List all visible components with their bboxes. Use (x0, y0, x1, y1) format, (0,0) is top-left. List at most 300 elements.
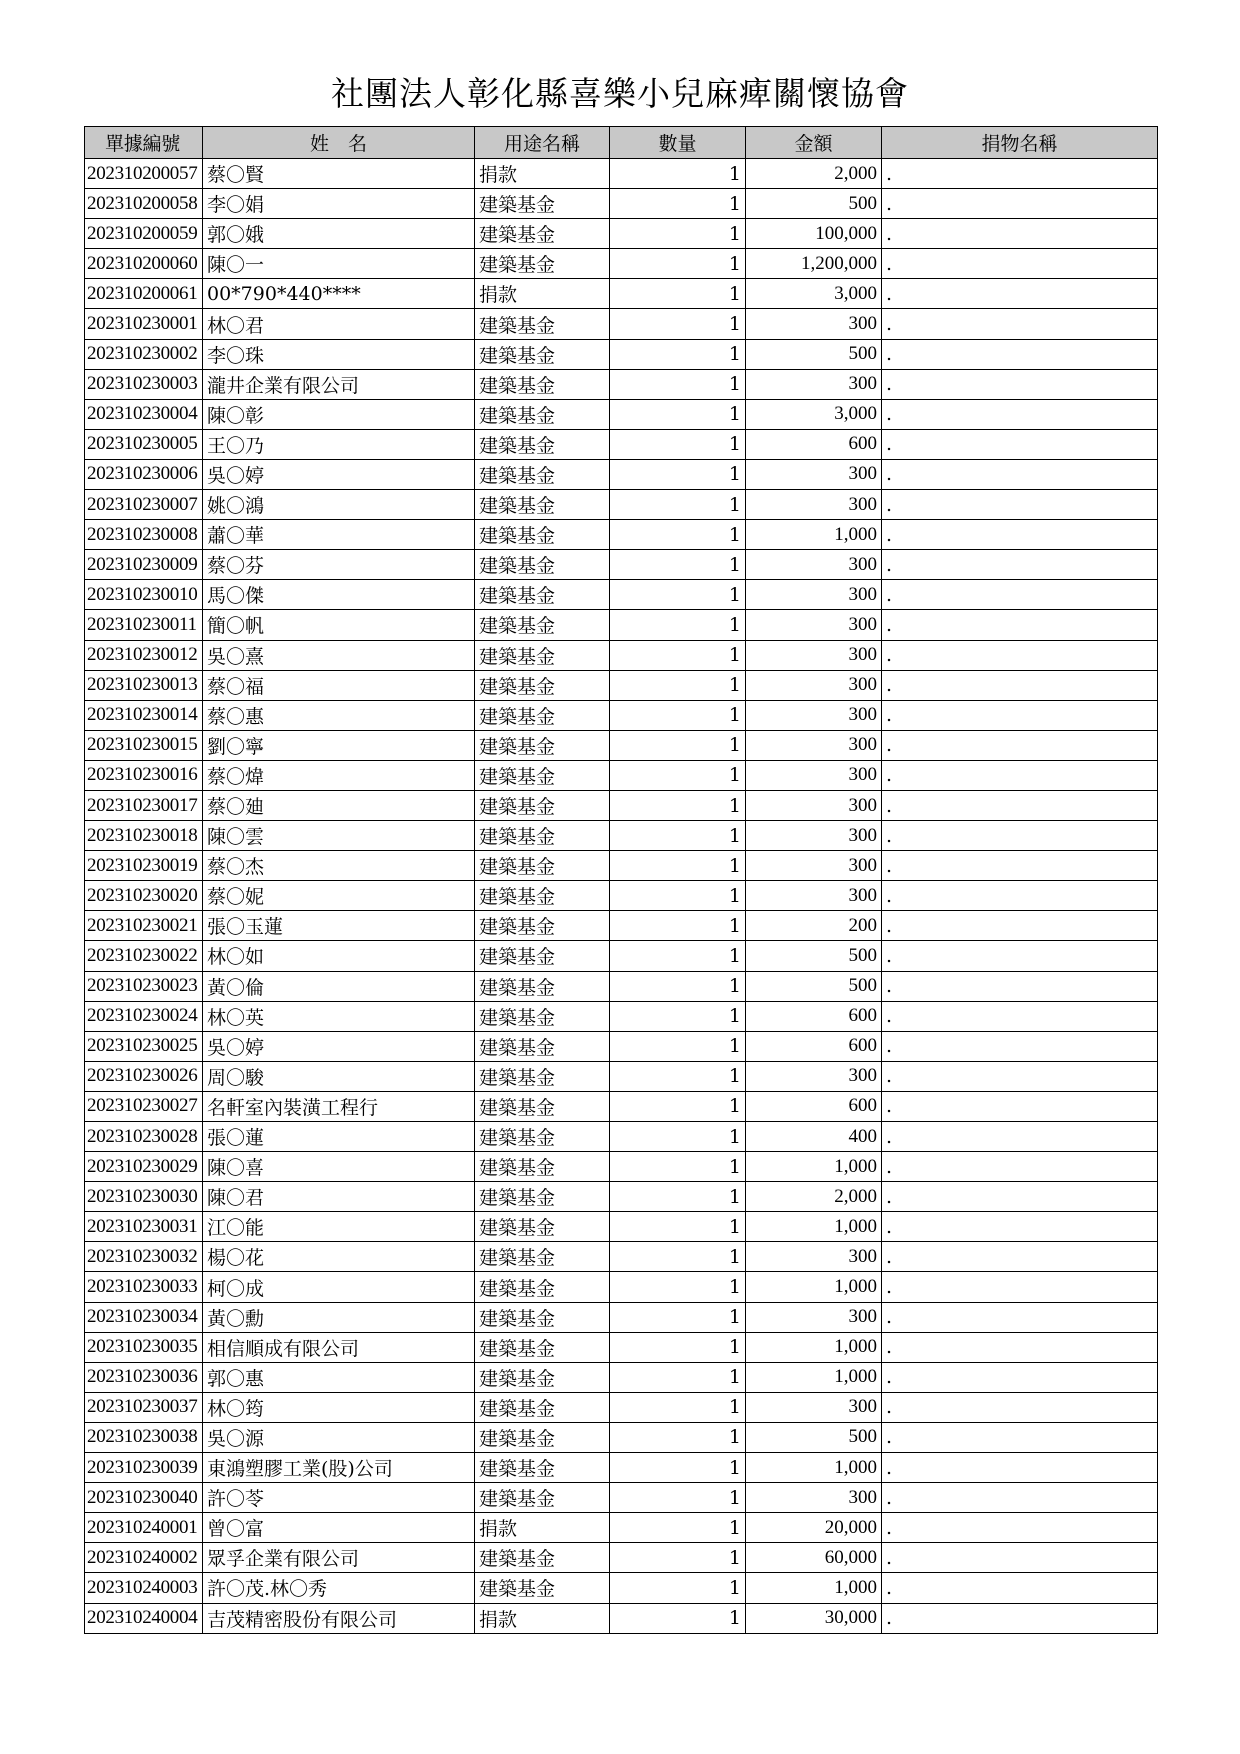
table-row (85, 1543, 1158, 1573)
use-cell: 建築基金 (475, 821, 610, 851)
donor-name-cell: 瀧井企業有限公司 (203, 369, 475, 399)
item-cell: . (882, 851, 1158, 881)
amount-cell: 500 (746, 339, 882, 369)
amount-cell: 300 (746, 1061, 882, 1091)
use-cell: 建築基金 (475, 670, 610, 700)
amount-cell: 20,000 (746, 1513, 882, 1543)
item-cell: . (882, 520, 1158, 550)
use-cell: 建築基金 (475, 1031, 610, 1061)
donor-name-cell: 黃〇勳 (203, 1302, 475, 1332)
table-row (85, 1152, 1158, 1182)
table-row (85, 700, 1158, 730)
quantity-cell: 1 (610, 790, 746, 820)
item-cell: . (882, 730, 1158, 760)
item-cell: . (882, 1513, 1158, 1543)
amount-cell: 1,000 (746, 1272, 882, 1302)
item-cell: . (882, 1332, 1158, 1362)
donor-name-cell: 曾〇富 (203, 1513, 475, 1543)
use-cell: 建築基金 (475, 790, 610, 820)
quantity-cell: 1 (610, 1513, 746, 1543)
receipt-no-cell: 202310200057 (85, 159, 203, 189)
table-row (85, 821, 1158, 851)
donor-name-cell: 林〇如 (203, 941, 475, 971)
amount-cell: 600 (746, 1091, 882, 1121)
use-cell: 建築基金 (475, 1242, 610, 1272)
amount-cell: 500 (746, 189, 882, 219)
receipt-no-cell: 202310230013 (85, 670, 203, 700)
quantity-cell: 1 (610, 1152, 746, 1182)
item-cell: . (882, 1091, 1158, 1121)
donor-name-cell: 江〇能 (203, 1212, 475, 1242)
donor-name-cell: 蕭〇華 (203, 520, 475, 550)
donor-name-cell: 姚〇鴻 (203, 490, 475, 520)
receipt-no-cell: 202310230016 (85, 760, 203, 790)
quantity-cell: 1 (610, 1212, 746, 1242)
amount-cell: 300 (746, 1302, 882, 1332)
item-cell: . (882, 971, 1158, 1001)
use-cell: 捐款 (475, 1513, 610, 1543)
quantity-cell: 1 (610, 580, 746, 610)
amount-cell: 300 (746, 640, 882, 670)
receipt-no-cell: 202310230029 (85, 1152, 203, 1182)
use-cell: 建築基金 (475, 1392, 610, 1422)
amount-cell: 500 (746, 941, 882, 971)
receipt-no-cell: 202310230001 (85, 309, 203, 339)
item-cell: . (882, 1483, 1158, 1513)
amount-cell: 600 (746, 429, 882, 459)
receipt-no-cell: 202310230037 (85, 1392, 203, 1422)
table-row (85, 881, 1158, 911)
item-cell: . (882, 1573, 1158, 1603)
quantity-cell: 1 (610, 429, 746, 459)
item-cell: . (882, 429, 1158, 459)
use-cell: 建築基金 (475, 339, 610, 369)
use-cell: 建築基金 (475, 1272, 610, 1302)
table-row (85, 159, 1158, 189)
quantity-cell: 1 (610, 1182, 746, 1212)
quantity-cell: 1 (610, 459, 746, 489)
table-row (85, 309, 1158, 339)
item-cell: . (882, 760, 1158, 790)
use-cell: 建築基金 (475, 189, 610, 219)
use-cell: 建築基金 (475, 1061, 610, 1091)
receipt-no-cell: 202310230033 (85, 1272, 203, 1302)
receipt-no-cell: 202310230040 (85, 1483, 203, 1513)
donor-name-cell: 蔡〇煒 (203, 760, 475, 790)
quantity-cell: 1 (610, 760, 746, 790)
table-row (85, 1302, 1158, 1332)
item-cell: . (882, 490, 1158, 520)
quantity-cell: 1 (610, 1422, 746, 1452)
header-quantity: 數量 (610, 127, 746, 159)
item-cell: . (882, 610, 1158, 640)
receipt-no-cell: 202310240003 (85, 1573, 203, 1603)
donor-name-cell: 李〇珠 (203, 339, 475, 369)
use-cell: 建築基金 (475, 219, 610, 249)
amount-cell: 300 (746, 851, 882, 881)
item-cell: . (882, 580, 1158, 610)
table-row (85, 851, 1158, 881)
item-cell: . (882, 941, 1158, 971)
item-cell: . (882, 1182, 1158, 1212)
donor-name-cell: 張〇蓮 (203, 1122, 475, 1152)
donor-name-cell: 林〇君 (203, 309, 475, 339)
table-row (85, 1422, 1158, 1452)
item-cell: . (882, 1302, 1158, 1332)
table-row (85, 1573, 1158, 1603)
amount-cell: 300 (746, 550, 882, 580)
amount-cell: 3,000 (746, 279, 882, 309)
quantity-cell: 1 (610, 851, 746, 881)
receipt-no-cell: 202310230032 (85, 1242, 203, 1272)
amount-cell: 300 (746, 369, 882, 399)
quantity-cell: 1 (610, 1573, 746, 1603)
item-cell: . (882, 1212, 1158, 1242)
table-row (85, 1212, 1158, 1242)
amount-cell: 300 (746, 730, 882, 760)
receipt-no-cell: 202310200058 (85, 189, 203, 219)
amount-cell: 300 (746, 459, 882, 489)
donor-name-cell: 林〇筠 (203, 1392, 475, 1422)
use-cell: 建築基金 (475, 1573, 610, 1603)
donor-name-cell: 吉茂精密股份有限公司 (203, 1603, 475, 1633)
use-cell: 建築基金 (475, 399, 610, 429)
receipt-no-cell: 202310230002 (85, 339, 203, 369)
receipt-no-cell: 202310240002 (85, 1543, 203, 1573)
donor-name-cell: 吳〇婷 (203, 1031, 475, 1061)
use-cell: 捐款 (475, 1603, 610, 1633)
table-row (85, 459, 1158, 489)
table-row (85, 1453, 1158, 1483)
amount-cell: 300 (746, 790, 882, 820)
quantity-cell: 1 (610, 1272, 746, 1302)
item-cell: . (882, 159, 1158, 189)
donor-name-cell: 周〇駿 (203, 1061, 475, 1091)
quantity-cell: 1 (610, 700, 746, 730)
receipt-no-cell: 202310200061 (85, 279, 203, 309)
page-title: 社團法人彰化縣喜樂小兒麻痺關懷協會 (331, 74, 909, 113)
item-cell: . (882, 369, 1158, 399)
use-cell: 建築基金 (475, 640, 610, 670)
receipt-no-cell: 202310230039 (85, 1453, 203, 1483)
receipt-no-cell: 202310230030 (85, 1182, 203, 1212)
receipt-no-cell: 202310200059 (85, 219, 203, 249)
donor-name-cell: 柯〇成 (203, 1272, 475, 1302)
item-cell: . (882, 1031, 1158, 1061)
table-row (85, 1332, 1158, 1362)
item-cell: . (882, 189, 1158, 219)
receipt-no-cell: 202310230006 (85, 459, 203, 489)
quantity-cell: 1 (610, 730, 746, 760)
item-cell: . (882, 1392, 1158, 1422)
table-row (85, 490, 1158, 520)
amount-cell: 500 (746, 971, 882, 1001)
quantity-cell: 1 (610, 1453, 746, 1483)
amount-cell: 200 (746, 911, 882, 941)
table-row (85, 1513, 1158, 1543)
quantity-cell: 1 (610, 369, 746, 399)
table-row (85, 1603, 1158, 1633)
amount-cell: 1,000 (746, 520, 882, 550)
amount-cell: 300 (746, 760, 882, 790)
item-cell: . (882, 1362, 1158, 1392)
use-cell: 建築基金 (475, 851, 610, 881)
donor-name-cell: 陳〇一 (203, 249, 475, 279)
table-row (85, 1392, 1158, 1422)
item-cell: . (882, 1001, 1158, 1031)
quantity-cell: 1 (610, 550, 746, 580)
quantity-cell: 1 (610, 219, 746, 249)
quantity-cell: 1 (610, 1543, 746, 1573)
use-cell: 建築基金 (475, 1122, 610, 1152)
amount-cell: 300 (746, 309, 882, 339)
receipt-no-cell: 202310230019 (85, 851, 203, 881)
receipt-no-cell: 202310240001 (85, 1513, 203, 1543)
amount-cell: 1,000 (746, 1453, 882, 1483)
header-row (85, 127, 1158, 159)
use-cell: 建築基金 (475, 249, 610, 279)
quantity-cell: 1 (610, 249, 746, 279)
amount-cell: 300 (746, 490, 882, 520)
quantity-cell: 1 (610, 1332, 746, 1362)
table-row (85, 520, 1158, 550)
table-row (85, 369, 1158, 399)
quantity-cell: 1 (610, 1122, 746, 1152)
amount-cell: 300 (746, 700, 882, 730)
donor-name-cell: 蔡〇妮 (203, 881, 475, 911)
donor-name-cell: 陳〇喜 (203, 1152, 475, 1182)
use-cell: 建築基金 (475, 490, 610, 520)
receipt-no-cell: 202310230035 (85, 1332, 203, 1362)
table-row (85, 219, 1158, 249)
table-row (85, 1362, 1158, 1392)
amount-cell: 1,000 (746, 1362, 882, 1392)
item-cell: . (882, 1122, 1158, 1152)
donor-name-cell: 蔡〇賢 (203, 159, 475, 189)
header-name: 姓 名 (203, 127, 475, 159)
receipt-no-cell: 202310230017 (85, 790, 203, 820)
receipt-no-cell: 202310230014 (85, 700, 203, 730)
use-cell: 建築基金 (475, 1001, 610, 1031)
quantity-cell: 1 (610, 399, 746, 429)
donor-name-cell: 郭〇惠 (203, 1362, 475, 1392)
amount-cell: 300 (746, 1392, 882, 1422)
quantity-cell: 1 (610, 1001, 746, 1031)
receipt-no-cell: 202310240004 (85, 1603, 203, 1633)
donor-name-cell: 眾孚企業有限公司 (203, 1543, 475, 1573)
quantity-cell: 1 (610, 941, 746, 971)
item-cell: . (882, 821, 1158, 851)
receipt-no-cell: 202310230003 (85, 369, 203, 399)
use-cell: 建築基金 (475, 881, 610, 911)
amount-cell: 300 (746, 580, 882, 610)
use-cell: 建築基金 (475, 459, 610, 489)
quantity-cell: 1 (610, 1302, 746, 1332)
donation-table (84, 126, 1158, 1634)
receipt-no-cell: 202310230008 (85, 520, 203, 550)
receipt-no-cell: 202310230012 (85, 640, 203, 670)
use-cell: 建築基金 (475, 1152, 610, 1182)
donor-name-cell: 馬〇傑 (203, 580, 475, 610)
use-cell: 建築基金 (475, 520, 610, 550)
use-cell: 建築基金 (475, 941, 610, 971)
amount-cell: 1,000 (746, 1152, 882, 1182)
quantity-cell: 1 (610, 279, 746, 309)
use-cell: 建築基金 (475, 1332, 610, 1362)
receipt-no-cell: 202310230034 (85, 1302, 203, 1332)
item-cell: . (882, 339, 1158, 369)
use-cell: 捐款 (475, 159, 610, 189)
table-row (85, 1483, 1158, 1513)
item-cell: . (882, 1061, 1158, 1091)
item-cell: . (882, 700, 1158, 730)
amount-cell: 100,000 (746, 219, 882, 249)
table-row (85, 1091, 1158, 1121)
donor-name-cell: 黃〇倫 (203, 971, 475, 1001)
use-cell: 建築基金 (475, 1362, 610, 1392)
table-row (85, 610, 1158, 640)
item-cell: . (882, 790, 1158, 820)
table-row (85, 1031, 1158, 1061)
use-cell: 建築基金 (475, 309, 610, 339)
table-row (85, 640, 1158, 670)
item-cell: . (882, 670, 1158, 700)
quantity-cell: 1 (610, 339, 746, 369)
receipt-no-cell: 202310230004 (85, 399, 203, 429)
item-cell: . (882, 1242, 1158, 1272)
donor-name-cell: 許〇苓 (203, 1483, 475, 1513)
donor-name-cell: 吳〇熹 (203, 640, 475, 670)
table-row (85, 399, 1158, 429)
table-header (85, 127, 1158, 159)
item-cell: . (882, 399, 1158, 429)
receipt-no-cell: 202310230020 (85, 881, 203, 911)
header-receipt-no: 單據編號 (85, 127, 203, 159)
donor-name-cell: 陳〇君 (203, 1182, 475, 1212)
donor-name-cell: 王〇乃 (203, 429, 475, 459)
item-cell: . (882, 1453, 1158, 1483)
item-cell: . (882, 1152, 1158, 1182)
donor-name-cell: 相信順成有限公司 (203, 1332, 475, 1362)
amount-cell: 300 (746, 610, 882, 640)
quantity-cell: 1 (610, 1392, 746, 1422)
table-row (85, 1061, 1158, 1091)
donor-name-cell: 李〇娟 (203, 189, 475, 219)
amount-cell: 300 (746, 1242, 882, 1272)
table-row (85, 249, 1158, 279)
table-row (85, 790, 1158, 820)
amount-cell: 2,000 (746, 1182, 882, 1212)
item-cell: . (882, 459, 1158, 489)
receipt-no-cell: 202310230027 (85, 1091, 203, 1121)
item-cell: . (882, 1422, 1158, 1452)
table-row (85, 1242, 1158, 1272)
amount-cell: 300 (746, 821, 882, 851)
item-cell: . (882, 219, 1158, 249)
amount-cell: 30,000 (746, 1603, 882, 1633)
use-cell: 建築基金 (475, 580, 610, 610)
receipt-no-cell: 202310230028 (85, 1122, 203, 1152)
item-cell: . (882, 1543, 1158, 1573)
donor-name-cell: 00*790*440**** (203, 279, 475, 309)
receipt-no-cell: 202310230018 (85, 821, 203, 851)
use-cell: 建築基金 (475, 1483, 610, 1513)
item-cell: . (882, 640, 1158, 670)
use-cell: 建築基金 (475, 700, 610, 730)
amount-cell: 3,000 (746, 399, 882, 429)
receipt-no-cell: 202310230009 (85, 550, 203, 580)
table-row (85, 1272, 1158, 1302)
quantity-cell: 1 (610, 1061, 746, 1091)
use-cell: 建築基金 (475, 369, 610, 399)
table-row (85, 339, 1158, 369)
quantity-cell: 1 (610, 1091, 746, 1121)
item-cell: . (882, 279, 1158, 309)
receipt-no-cell: 202310230011 (85, 610, 203, 640)
receipt-no-cell: 202310230031 (85, 1212, 203, 1242)
quantity-cell: 1 (610, 881, 746, 911)
use-cell: 建築基金 (475, 1453, 610, 1483)
item-cell: . (882, 249, 1158, 279)
use-cell: 建築基金 (475, 911, 610, 941)
receipt-no-cell: 202310230024 (85, 1001, 203, 1031)
receipt-no-cell: 202310230007 (85, 490, 203, 520)
use-cell: 建築基金 (475, 1182, 610, 1212)
donor-name-cell: 簡〇帆 (203, 610, 475, 640)
item-cell: . (882, 1272, 1158, 1302)
donor-name-cell: 劉〇寧 (203, 730, 475, 760)
quantity-cell: 1 (610, 971, 746, 1001)
donor-name-cell: 吳〇源 (203, 1422, 475, 1452)
amount-cell: 1,000 (746, 1332, 882, 1362)
donor-name-cell: 郭〇娥 (203, 219, 475, 249)
donor-name-cell: 蔡〇惠 (203, 700, 475, 730)
quantity-cell: 1 (610, 1603, 746, 1633)
table-row (85, 941, 1158, 971)
quantity-cell: 1 (610, 821, 746, 851)
header-item: 捐物名稱 (882, 127, 1158, 159)
amount-cell: 2,000 (746, 159, 882, 189)
item-cell: . (882, 309, 1158, 339)
amount-cell: 400 (746, 1122, 882, 1152)
quantity-cell: 1 (610, 640, 746, 670)
quantity-cell: 1 (610, 610, 746, 640)
use-cell: 建築基金 (475, 730, 610, 760)
amount-cell: 1,000 (746, 1212, 882, 1242)
quantity-cell: 1 (610, 1483, 746, 1513)
item-cell: . (882, 550, 1158, 580)
item-cell: . (882, 881, 1158, 911)
amount-cell: 1,000 (746, 1573, 882, 1603)
receipt-no-cell: 202310230010 (85, 580, 203, 610)
amount-cell: 300 (746, 1483, 882, 1513)
table-row (85, 760, 1158, 790)
receipt-no-cell: 202310230026 (85, 1061, 203, 1091)
quantity-cell: 1 (610, 1242, 746, 1272)
quantity-cell: 1 (610, 1362, 746, 1392)
amount-cell: 300 (746, 670, 882, 700)
header-amount: 金額 (746, 127, 882, 159)
table-row (85, 429, 1158, 459)
quantity-cell: 1 (610, 490, 746, 520)
quantity-cell: 1 (610, 520, 746, 550)
donor-name-cell: 陳〇雲 (203, 821, 475, 851)
use-cell: 建築基金 (475, 550, 610, 580)
table-row (85, 670, 1158, 700)
use-cell: 建築基金 (475, 1302, 610, 1332)
donor-name-cell: 吳〇婷 (203, 459, 475, 489)
amount-cell: 60,000 (746, 1543, 882, 1573)
